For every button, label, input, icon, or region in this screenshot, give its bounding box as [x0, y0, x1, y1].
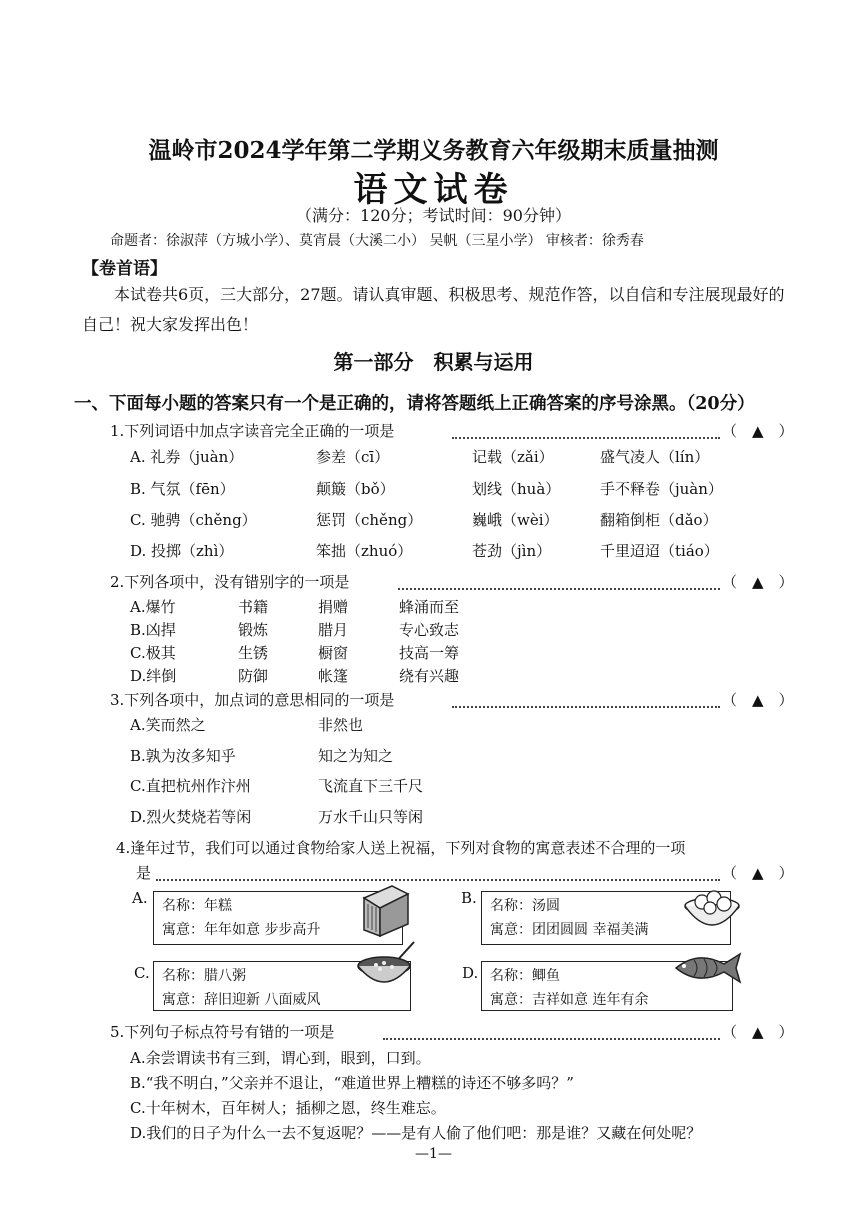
q4-stem-line2: 是	[136, 864, 152, 882]
q1-c-2: 惩罚（chěng）	[316, 511, 423, 529]
q4-c-name: 名称：腊八粥	[162, 968, 246, 984]
q2-d-3: 帐篷	[318, 667, 349, 685]
q2-a-4: 蜂涌而至	[399, 598, 460, 616]
q2-c-1: C.极其	[130, 644, 176, 662]
q5-a: A.余尝谓读书有三到，谓心到，眼到，口到。	[130, 1049, 431, 1067]
q4-a-name: 名称：年糕	[162, 898, 232, 914]
q2-d-2: 防御	[238, 667, 269, 685]
q1-b-3: 划线（huà）	[472, 480, 561, 498]
q2-c-3: 橱窗	[318, 644, 349, 662]
q2-d-4: 绕有兴趣	[399, 667, 460, 685]
authors-line: 命题者：徐淑萍（方城小学）、莫宵晨（大溪二小） 吴帆（三星小学） 审核者：徐秀春	[110, 233, 644, 249]
q1-a-1: A. 礼券（juàn）	[130, 448, 244, 466]
q4-a-meaning: 寓意：年年如意 步步高升	[162, 922, 321, 938]
q1-d-2: 笨拙（zhuó）	[316, 542, 413, 560]
preface-heading: 【卷首语】	[82, 259, 167, 279]
q4-b-letter: B.	[461, 889, 477, 907]
q1-c-1: C. 驰骋（chěng）	[130, 511, 257, 529]
preface-text: 本试卷共6页，三大部分，27题。请认真审题、积极思考、规范作答，以自信和专注展现最好的自己！祝大家发挥出色！	[82, 285, 785, 334]
q3-answer-mark: （ ▲ ）	[722, 691, 794, 709]
q5-d: D.我们的日子为什么一去不复返呢？——是有人偷了他们吧：那是谁？又藏在何处呢？	[130, 1124, 702, 1142]
q4-c-letter: C.	[134, 964, 150, 982]
q3-b-2: 知之为知之	[318, 747, 394, 765]
q5-stem: 5.下列句子标点符号有错的一项是	[110, 1023, 335, 1041]
q2-stem: 2.下列各项中，没有错别字的一项是	[110, 573, 350, 591]
q1-b-1: B. 气氛（fēn）	[130, 480, 235, 498]
q4-b-meaning: 寓意：团团圆圆 幸福美满	[490, 922, 649, 938]
q4-d-name: 名称：鲫鱼	[490, 968, 560, 984]
q3-stem: 3.下列各项中，加点词的意思相同的一项是	[110, 691, 395, 709]
q2-b-2: 锻炼	[238, 621, 269, 639]
q4-leader	[156, 879, 720, 881]
q3-d-1: D.烈火焚烧若等闲	[130, 808, 252, 826]
q5-c: C.十年树木，百年树人；插柳之恩，终生难忘。	[130, 1099, 446, 1117]
q2-b-1: B.凶捍	[130, 621, 176, 639]
q3-a-1: A.笑而然之	[130, 716, 206, 734]
carp-fish-icon	[670, 948, 744, 988]
q2-d-1: D.绊倒	[130, 667, 177, 685]
q4-answer-mark: （ ▲ ）	[722, 864, 794, 882]
tangyuan-bowl-icon	[682, 884, 742, 934]
exam-subtitle: 语文试卷	[353, 170, 514, 210]
q3-a-2: 非然也	[318, 716, 364, 734]
q3-d-2: 万水千山只等闲	[318, 808, 424, 826]
q1-c-4: 翻箱倒柜（dǎo）	[600, 511, 718, 529]
q1-b-4: 手不释卷（juàn）	[600, 480, 723, 498]
rice-cake-icon	[358, 880, 414, 938]
laba-porridge-icon	[354, 940, 420, 990]
q2-c-4: 技高一筹	[399, 644, 460, 662]
q5-answer-mark: （ ▲ ）	[722, 1023, 794, 1041]
q4-d-letter: D.	[462, 964, 479, 982]
q1-stem: 1.下列词语中加点字读音完全正确的一项是	[110, 422, 395, 440]
q2-answer-mark: （ ▲ ）	[722, 573, 794, 591]
part1-heading: 第一部分 积累与运用	[333, 350, 534, 374]
score-time: （满分：120分；考试时间：90分钟）	[296, 206, 571, 225]
q1-c-3: 巍峨（wèi）	[472, 511, 559, 529]
q3-b-1: B.孰为汝多知乎	[130, 747, 236, 765]
q2-a-3: 捐赠	[318, 598, 349, 616]
q4-d-meaning: 寓意：吉祥如意 连年有余	[490, 992, 649, 1008]
q4-a-letter: A.	[132, 889, 148, 907]
q2-a-1: A.爆竹	[130, 598, 176, 616]
q3-leader	[452, 706, 720, 708]
q3-c-1: C.直把杭州作汴州	[130, 777, 251, 795]
q1-d-1: D. 投掷（zhì）	[130, 542, 234, 560]
q2-c-2: 生锈	[238, 644, 269, 662]
q1-a-3: 记载（zǎi）	[472, 448, 554, 466]
q1-answer-mark: （ ▲ ）	[722, 422, 794, 440]
q2-b-3: 腊月	[318, 621, 349, 639]
q1-b-2: 颠簸（bǒ）	[316, 480, 395, 498]
section1-heading: 一、下面每小题的答案只有一个是正确的，请将答题纸上正确答案的序号涂黑。（20分）	[74, 394, 755, 414]
q1-d-3: 苍劲（jìn）	[472, 542, 552, 560]
q2-a-2: 书籍	[238, 598, 269, 616]
q5-b: B.“我不明白，”父亲并不退让，“难道世界上糟糕的诗还不够多吗？”	[130, 1074, 574, 1092]
q2-b-4: 专心致志	[399, 621, 460, 639]
q1-d-4: 千里迢迢（tiáo）	[600, 542, 719, 560]
q1-a-2: 参差（cī）	[316, 448, 390, 466]
exam-title: 温岭市2024学年第二学期义务教育六年级期末质量抽测	[148, 137, 719, 164]
q4-stem-line1: 4.逢年过节，我们可以通过食物给家人送上祝福，下列对食物的寓意表述不合理的一项	[116, 839, 686, 857]
q2-leader	[398, 588, 720, 590]
q4-c-meaning: 寓意：辞旧迎新 八面威风	[162, 992, 321, 1008]
q1-a-4: 盛气凌人（lín）	[600, 448, 710, 466]
q1-leader	[452, 437, 720, 439]
q3-c-2: 飞流直下三千尺	[318, 777, 424, 795]
q4-b-name: 名称：汤圆	[490, 898, 560, 914]
q5-leader	[383, 1038, 720, 1040]
page-number: —1—	[415, 1146, 452, 1162]
